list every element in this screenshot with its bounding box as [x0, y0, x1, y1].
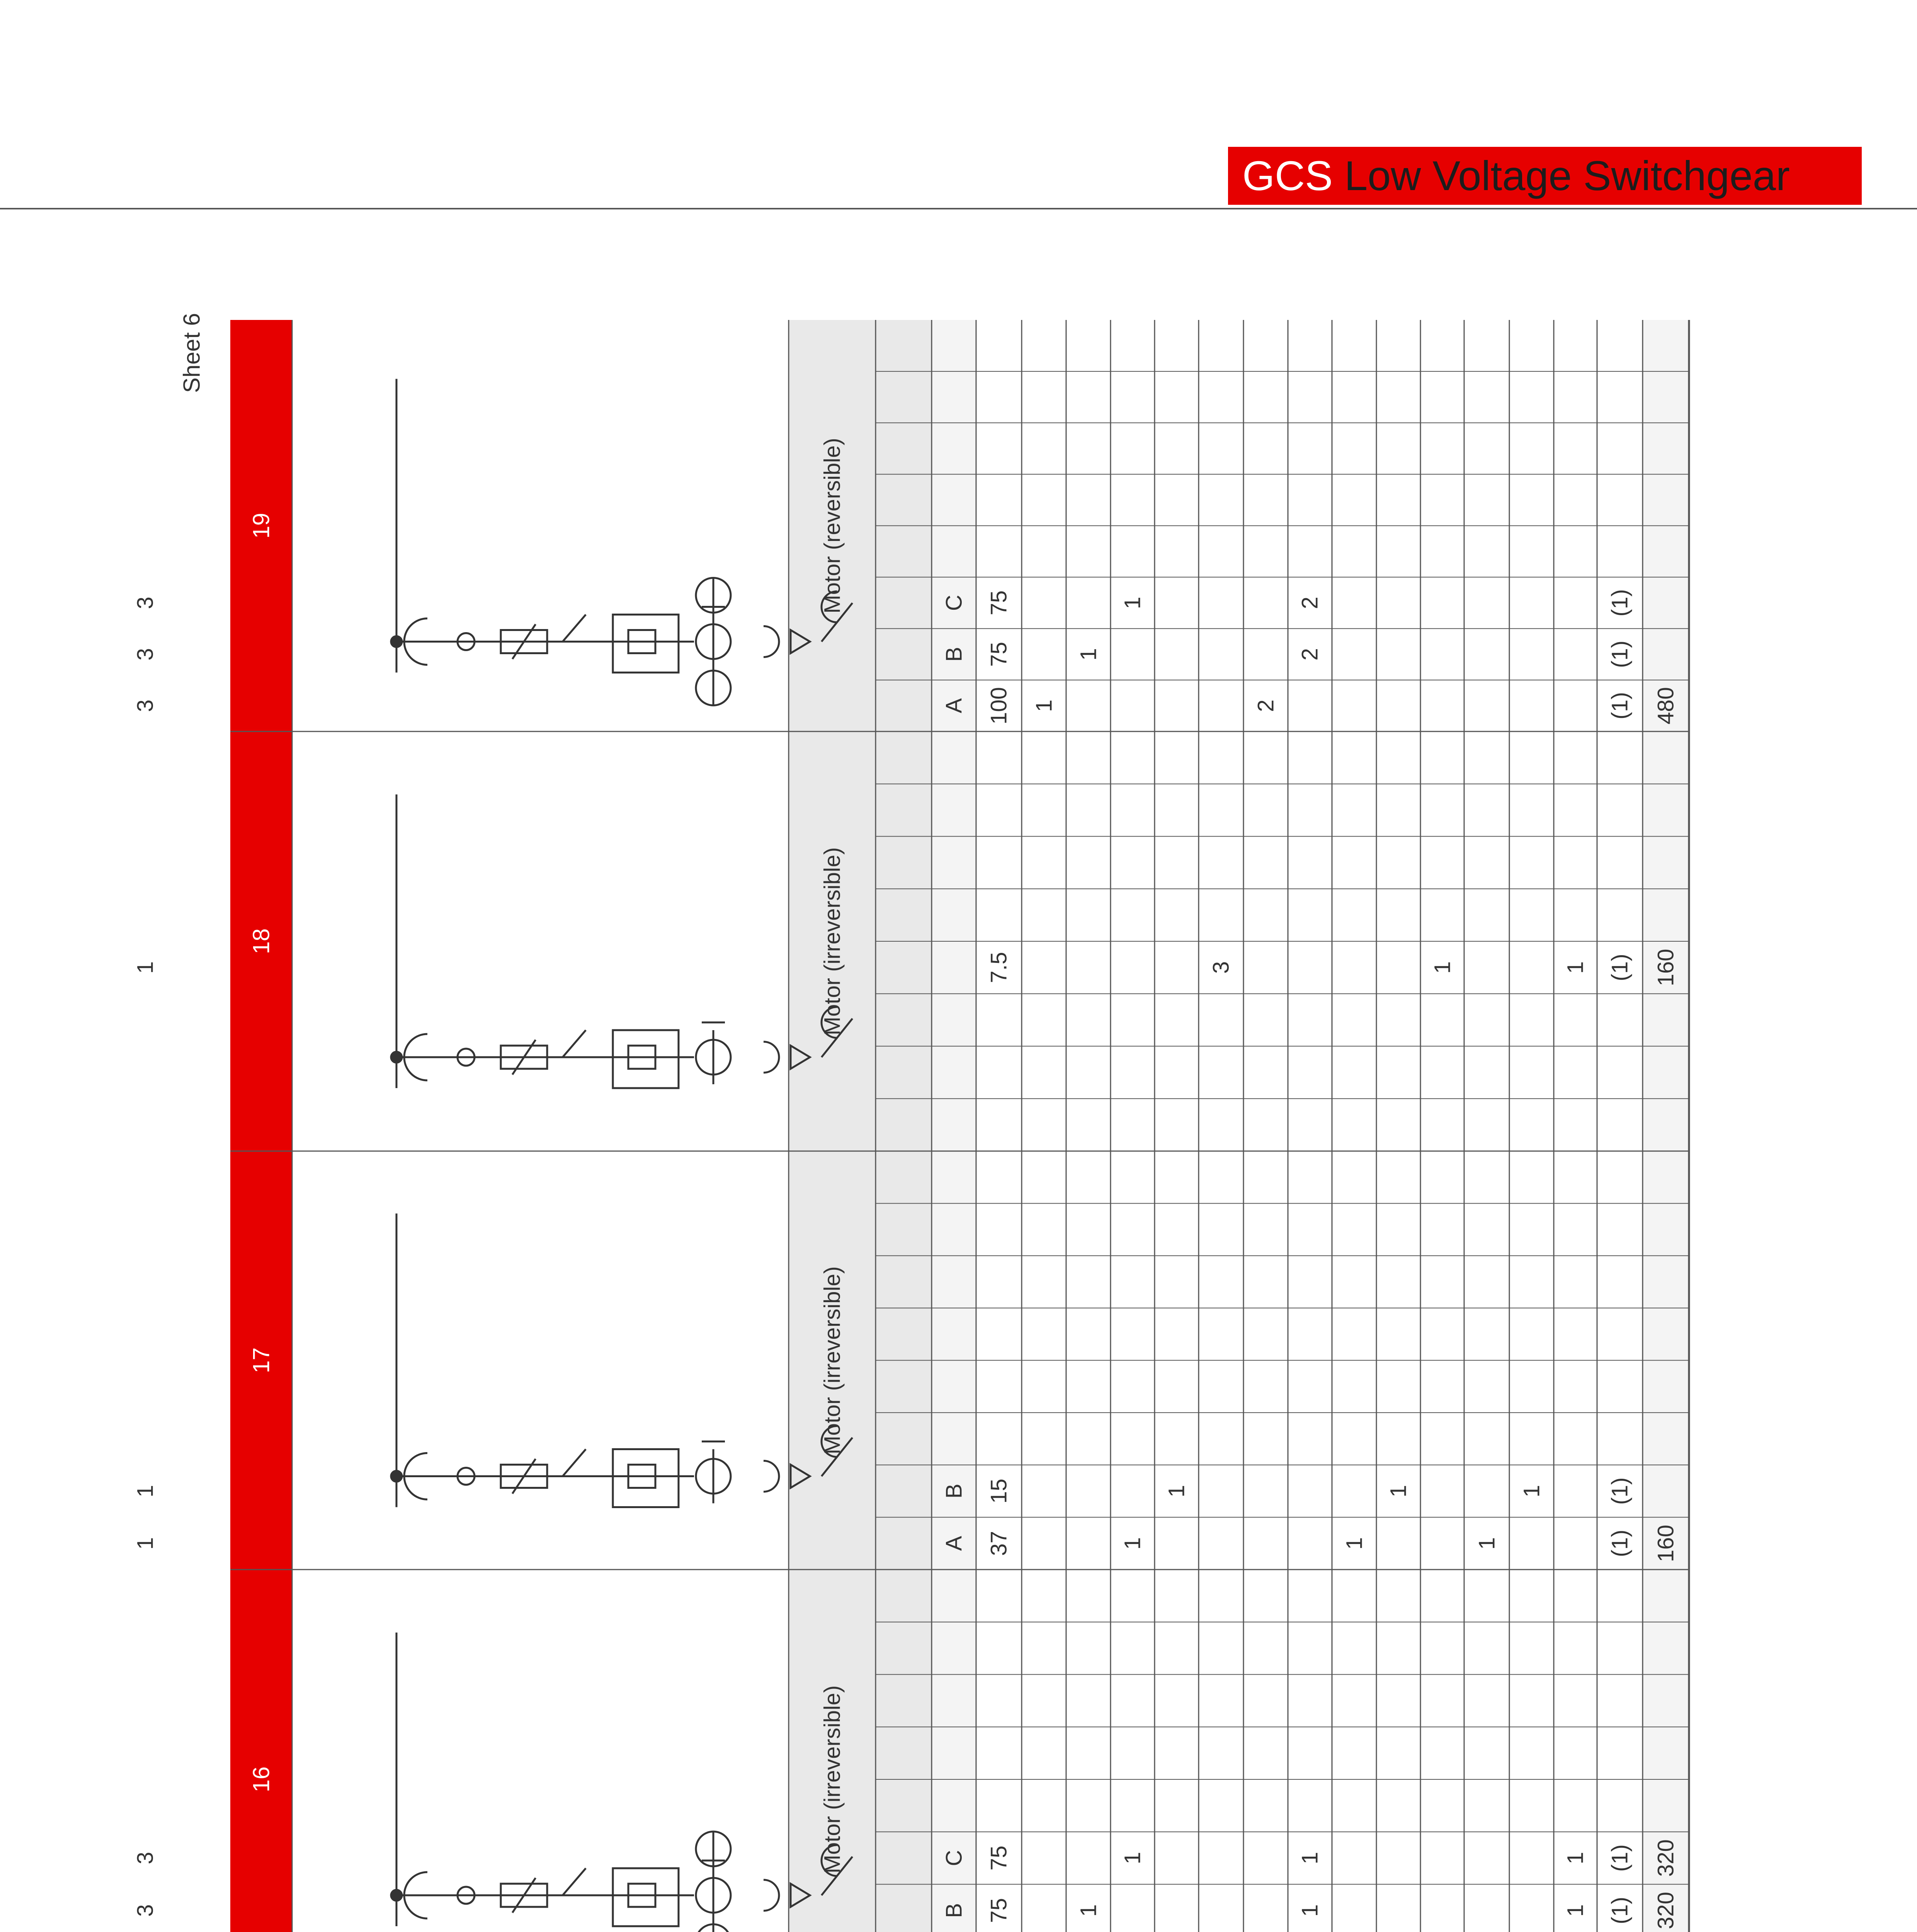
- cell-value: 320: [1653, 1891, 1679, 1929]
- cell-value: 1: [1519, 1485, 1544, 1498]
- cell-value: 1: [1297, 1852, 1323, 1864]
- program-number: 17: [248, 1347, 274, 1373]
- cell-value: 1: [1386, 1485, 1411, 1498]
- cell-value: 1: [1031, 699, 1056, 712]
- cell-value: (1): [1607, 589, 1633, 617]
- program-number: 18: [248, 928, 274, 954]
- cell-value: 3: [133, 648, 158, 661]
- cell-value: 7.5: [986, 952, 1012, 983]
- header-rule: [0, 208, 1917, 209]
- cell-value: (1): [1607, 1477, 1633, 1505]
- cell-value: 3: [133, 1904, 158, 1917]
- cell-value: (1): [1607, 640, 1633, 668]
- spec-value: C: [941, 1850, 966, 1866]
- program-number: 16: [248, 1766, 274, 1793]
- application-band: [789, 320, 932, 1932]
- cell-value: (1): [1607, 1844, 1633, 1872]
- cell-value: 1: [1563, 1904, 1588, 1917]
- spec-value: B: [941, 1483, 966, 1499]
- application-value: Motor (irreversible): [820, 1685, 845, 1874]
- cell-value: (1): [1607, 1529, 1633, 1557]
- cell-value: 160: [1653, 949, 1679, 986]
- spec-value: B: [941, 646, 966, 662]
- cell-value: 75: [986, 590, 1012, 616]
- header-brand: GCS: [1242, 152, 1333, 199]
- sheet-number: Sheet 6: [179, 313, 205, 393]
- cell-value: 480: [1653, 687, 1679, 724]
- cell-value: 75: [986, 642, 1012, 667]
- spec-value: A: [941, 698, 966, 713]
- application-value: Motor (irreversible): [820, 847, 845, 1036]
- header-title: [1242, 147, 1790, 205]
- cell-value: 100: [986, 687, 1012, 724]
- table-grid: [145, 309, 1846, 1932]
- cell-value: 1: [1474, 1537, 1499, 1550]
- spec-value: C: [941, 595, 966, 611]
- cell-value: 75: [986, 1898, 1012, 1923]
- height-usage-row-band: [1643, 320, 1689, 1932]
- cell-value: 3: [133, 1852, 158, 1864]
- cell-value: 2: [1253, 699, 1278, 712]
- cell-value: 1: [1076, 648, 1101, 661]
- cell-value: 160: [1653, 1524, 1679, 1562]
- rotated-sheet: [133, 309, 1846, 1932]
- cell-value: 1: [133, 1485, 158, 1498]
- cell-value: 1: [133, 1537, 158, 1550]
- application-value: Motor (reversible): [820, 438, 845, 614]
- cell-value: 2: [1297, 648, 1323, 661]
- cell-value: 1: [1120, 1537, 1145, 1550]
- cell-value: (1): [1607, 1896, 1633, 1924]
- cell-value: 3: [133, 699, 158, 712]
- cell-value: 1: [1164, 1485, 1189, 1498]
- application-value: Motor (irreversible): [820, 1266, 845, 1454]
- cell-value: 3: [1208, 961, 1234, 974]
- cell-value: 15: [986, 1478, 1012, 1504]
- single-line-diagram-18: [391, 794, 852, 1088]
- cell-value: 3: [133, 597, 158, 609]
- cell-value: 1: [1342, 1537, 1367, 1550]
- cell-value: 37: [986, 1531, 1012, 1556]
- single-line-diagram-19: [391, 379, 852, 706]
- cell-value: 1: [1120, 1852, 1145, 1864]
- cell-value: 320: [1653, 1839, 1679, 1877]
- cell-value: 1: [1076, 1904, 1101, 1917]
- cell-value: (1): [1607, 954, 1633, 981]
- cell-value: (1): [1607, 692, 1633, 719]
- cell-value: 1: [133, 961, 158, 974]
- cell-value: 1: [1430, 961, 1455, 974]
- header-subtitle: Low Voltage Switchgear: [1344, 152, 1790, 199]
- cell-value: 75: [986, 1845, 1012, 1871]
- spec-row-band: [932, 320, 976, 1932]
- program-header-band: [230, 320, 292, 1932]
- cell-value: 2: [1297, 597, 1323, 609]
- program-number: 19: [248, 513, 274, 539]
- spec-value: A: [941, 1536, 966, 1551]
- cell-value: 1: [1120, 597, 1145, 609]
- cell-value: 1: [1297, 1904, 1323, 1917]
- spec-value: B: [941, 1903, 966, 1918]
- single-line-diagram-16: [391, 1633, 852, 1932]
- single-line-diagram-17: [391, 1214, 852, 1507]
- cell-value: 1: [1563, 961, 1588, 974]
- cell-value: 1: [1563, 1852, 1588, 1864]
